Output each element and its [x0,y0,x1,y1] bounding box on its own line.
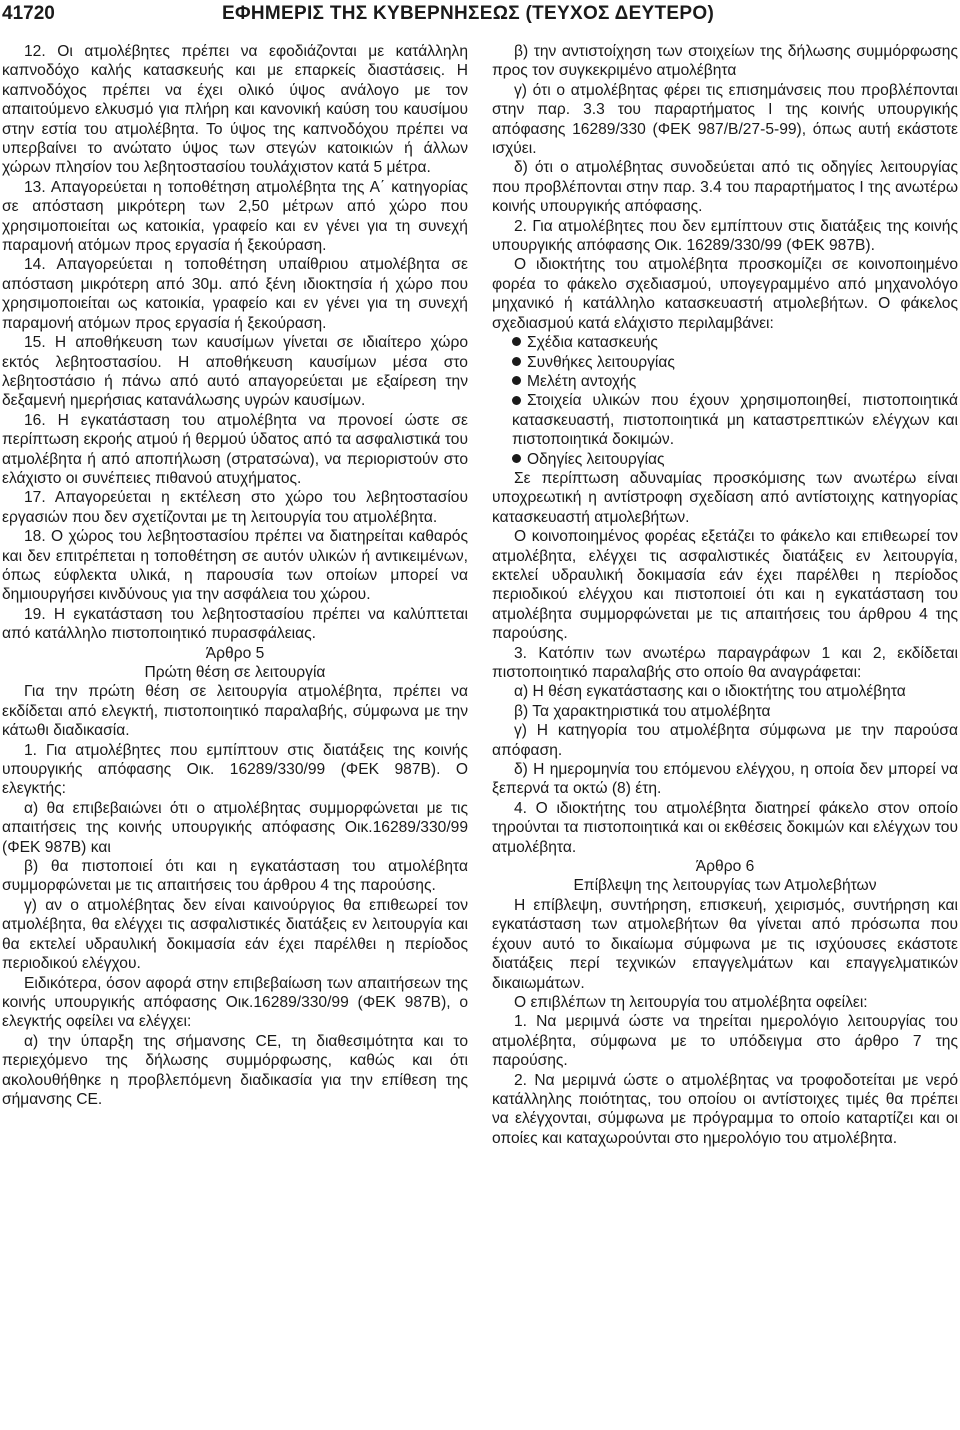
bullet-text: Στοιχεία υλικών που έχουν χρησιμοποιηθεί, πιστοποιητικά κατασκευαστή, πιστοποιητικά μη καταστρεπτικών ελέγχων και πιστοποιητικά δοκιμών. [512,392,958,449]
paragraph: 3. Κατόπιν των ανωτέρω παραγράφων 1 και 2, εκδίδεται πιστοποιητικό παραλαβής στο οποίο θα αναγράφεται: [492,644,958,681]
article-heading: Επίβλεψη της λειτουργίας των Ατμολεβήτων [573,877,877,895]
paragraph: 16. Η εγκατάσταση του ατμολέβητα να προνοεί ώστε σε περίπτωση εκροής ατμού ή θερμού ύδατος από τα ασφαλιστικά του ατμολέβητα ή από αποπήλωση (στρατσώνα), να περιοριστούν στο ελάχιστο οι συνέπειες πιθανού ατυχήματος. [2,411,468,487]
paragraph: γ) Η κατηγορία του ατμολέβητα σύμφωνα με την παρούσα απόφαση. [492,722,958,759]
paragraph: 19. Η εγκατάσταση του λεβητοστασίου πρέπει να καλύπτεται από κατάλληλο πιστοποιητικό πυρασφάλειας. [2,605,468,643]
paragraph: β) Τα χαρακτηριστικά του ατμολέβητα [514,702,771,720]
paragraph: Ο ιδιοκτήτης του ατμολέβητα προσκομίζει σε κοινοποιημένο φορέα το φάκελο σχεδιασμού, υπογεγραμμένο από μηχανολόγο μηχανικό ή κατάλληλο κατασκευαστή ατμολεβήτων. Ο φάκελος σχεδιασμού κατά ελάχιστο περιλαμβάνει: [492,256,958,332]
paragraph: Για την πρώτη θέση σε λειτουργία ατμολέβητα, πρέπει να εκδίδεται από ελεγκτή, πιστοποιητικό παραλαβής, σύμφωνα με την κάτωθι διαδικασία. [2,683,468,740]
bullet-icon [512,454,521,463]
bullet-text: Σχέδια κατασκευής [527,334,658,352]
paragraph: 2. Για ατμολέβητες που δεν εμπίπτουν στις διατάξεις της κοινής υπουργικής απόφασης Οικ. 16289/330/99 (ΦΕΚ 987Β). [492,217,958,255]
bullet-item [492,450,958,469]
paragraph: Η επίβλεψη, συντήρηση, επισκευή, χειρισμός, συντήρηση και εγκατάσταση των ατμολεβήτων θα γίνεται από πρόσωπα που έχουν αυτό το δικαίωμα σύμφωνα με τις ισχύουσες εκάστοτε διατάξεις περί τεχνικών επαγγελμάτων και επαγγελματικών δικαιωμάτων. [492,896,958,992]
paragraph: β) θα πιστοποιεί ότι και η εγκατάσταση του ατμολέβητα συμμορφώνεται με τις απαιτήσεις του άρθρου 4 της παρούσης. [2,858,468,895]
paragraph: γ) ότι ο ατμολέβητας φέρει τις επισημάνσεις που προβλέπονται στην παρ. 3.3 του παραρτήματος Ι της κοινής υπουργικής απόφασης 16289/330 (ΦΕΚ 987/Β/27-5-99), όπως αυτή εκάστοτε ισχύει. [492,81,958,158]
paragraph: 1. Για ατμολέβητες που εμπίπτουν στις διατάξεις της κοινής υπουργικής απόφασης Οικ. 16289/330/99 (ΦΕΚ 987Β). Ο ελεγκτής: [2,741,468,798]
paragraph: β) την αντιστοίχηση των στοιχείων της δήλωσης συμμόρφωσης προς τον συγκεκριμένο ατμολέβητα [492,43,958,80]
paragraph: 18. Ο χώρος του λεβητοστασίου πρέπει να διατηρείται καθαρός και δεν επιτρέπεται η τοποθέτηση σε αυτόν υλικών ή αντικειμένων, όπως εύφλεκτα υλικά, η παρουσία των οποίων μπορεί να δημιουργήσει κινδύνους για την ασφάλεια του χώρου. [2,528,468,604]
bullet-icon [512,337,521,346]
paragraph: Ο επιβλέπων τη λειτουργία του ατμολέβητα οφείλει: [514,993,868,1011]
page-header [0,0,960,30]
bullet-icon [512,357,521,366]
bullet-text: Οδηγίες λειτουργίας [527,450,665,468]
bullet-icon [512,376,521,385]
paragraph: Ο κοινοποιημένος φορέας εξετάζει το φάκελο και επιθεωρεί τον ατμολέβητα, ελέγχει τις ασφαλιστικές διατάξεις εν λειτουργία, εκτελεί υδραυλική δοκιμασία εάν έχει παρέλθει η περίοδος περιοδικού ελέγχου και πιστοποιεί ότι και η εγκατάσταση του ατμολέβητα συμμορφώνεται με τις απαιτήσεις του άρθρου 4 της παρούσης. [492,528,958,643]
paragraph: 17. Απαγορεύεται η εκτέλεση στο χώρο του λεβητοστασίου εργασιών που δεν σχετίζονται με τη λειτουργία του ατμολέβητα. [2,489,468,526]
paragraph: 2. Να μεριμνά ώστε ο ατμολέβητας να τροφοδοτείται με νερό κατάλληλης ποιότητας, του οποίου οι αντίστοιχες τιμές θα πρέπει να ελέγχονται, σύμφωνα με πρόγραμμα το οποίο καταρτίζει και οι οποίες και καταχωρούνται στο ημερολόγιο του ατμολέβητα. [492,1071,958,1147]
bullet-text: Μελέτη αντοχής [527,372,637,390]
left-column [2,42,468,1109]
paragraph: γ) αν ο ατμολέβητας δεν είναι καινούργιος θα επιθεωρεί τον ατμολέβητα, θα ελέγχει τις ασφαλιστικές διατάξεις εν λειτουργία και θα εκτελεί υδραυλική δοκιμασία εάν έχει παρέλθει η περίοδος περιοδικού ελέγχου. [2,896,468,973]
bullet-item [492,391,958,449]
paragraph: 14. Απαγορεύεται η τοποθέτηση υπαίθριου ατμολέβητα σε απόσταση μικρότερη από 30μ. από ξένη ιδιοκτησία ή χώρο που χρησιμοποιείται ως κατοικία, γραφείο και εν γένει για τη συνεχή παραμονή ατόμων προς εργασία ή ξεκούραση. [2,256,468,332]
paragraph: δ) Η ημερομηνία του επόμενου ελέγχου, η οποία δεν μπορεί να ξεπερνά τα οκτώ (8) έτη. [492,761,958,798]
paragraph: α) Η θέση εγκατάστασης και ο ιδιοκτήτης του ατμολέβητα [514,683,906,701]
paragraph: Σε περίπτωση αδυναμίας προσκόμισης των ανωτέρω είναι υποχρεωτική η αντίστροφη σχεδίαση από αντίστοιχης κατηγορίας κατασκευαστή ατμολεβήτων. [492,469,958,526]
paragraph: Ειδικότερα, όσον αφορά στην επιβεβαίωση των απαιτήσεων της κοινής υπουργικής απόφασης Οικ.16289/330/99 (ΦΕΚ 987Β), ο ελεγκτής οφείλει να ελέγχει: [2,974,468,1031]
paragraph: 12. Οι ατμολέβητες πρέπει να εφοδιάζονται με κατάλληλη καπνοδόχο καλής κατασκευής και με επαρκείς διαστάσεις. Η καπνοδόχος πρέπει να έχει ολικό ύψος ανάλογο με τον απαιτούμενο ελκυσμό για πλήρη και κανονική καύση του καυσίμου στην εστία του ατμολέβητα. Το ύψος της καπνοδόχου πρέπει να υπερβαίνει το ανώτατο ύψος των στεγών κατοικιών ή άλλων χώρων πλησίον του λεβητοστασίου τουλάχιστον κατά 5 μέτρα. [2,43,468,177]
bullet-item [492,353,958,372]
article-heading: Άρθρο 6 [695,858,755,876]
article-heading: Άρθρο 5 [205,644,265,662]
paragraph: 15. Η αποθήκευση των καυσίμων γίνεται σε ιδιαίτερο χώρο εκτός λεβητοστασίου. Η αποθήκευση καυσίμων μέσα στο λεβητοστάσιο ή πάνω από αυτό απαγορεύεται με εξαίρεση την δεξαμενή ημερήσιας κατανάλωσης υγρών καυσίμων. [2,334,468,410]
paragraph: 4. Ο ιδιοκτήτης του ατμολέβητα διατηρεί φάκελο στον οποίο τηρούνται τα πιστοποιητικά και οι εκθέσεις δοκιμών και ελέγχων του ατμολέβητα. [492,799,958,856]
article-heading: Πρώτη θέση σε λειτουργία [144,664,326,681]
paragraph: α) θα επιβεβαιώνει ότι ο ατμολέβητας συμμορφώνεται με τις απαιτήσεις της κοινής υπουργικής απόφασης Οικ.16289/330/99 (ΦΕΚ 987Β) και [2,799,468,856]
gazette-title: ΕΦΗΜΕΡΙΣ ΤΗΣ ΚΥΒΕΡΝΗΣΕΩΣ (ΤΕΥΧΟΣ ΔΕΥΤΕΡΟ) [222,3,715,24]
paragraph: 13. Απαγορεύεται η τοποθέτηση ατμολέβητα της Α΄ κατηγορίας σε απόσταση μικρότερη των 2,50 μέτρων από χώρο που χρησιμοποιείται ως κατοικία, γραφείο και εν γένει για τη συνεχή παραμονή ατόμων προς εργασία ή ξεκούραση. [2,178,468,255]
right-column [492,42,958,1148]
bullet-item [492,372,958,391]
paragraph: 1. Να μεριμνά ώστε να τηρείται ημερολόγιο λειτουργίας του ατμολέβητα, σύμφωνα με το υπόδειγμα στο άρθρο 7 της παρούσης. [492,1013,958,1070]
bullet-text: Συνθήκες λειτουργίας [527,353,675,371]
bullet-item [492,333,958,352]
paragraph: δ) ότι ο ατμολέβητας συνοδεύεται από τις οδηγίες λειτουργίας που προβλέπονται στην παρ. 3.4 του παραρτήματος Ι της ανωτέρω κοινής υπουργικής απόφασης. [492,159,958,216]
paragraph: α) την ύπαρξη της σήμανσης CE, τη διαθεσιμότητα και το περιεχόμενο της δήλωσης συμμόρφωσης, καθώς και ότι ακολουθήθηκε η προβλεπόμενη διαδικασία για την επίθεση της σήμανσης CE. [2,1032,468,1108]
page-number: 41720 [2,3,55,24]
bullet-icon [512,396,521,405]
